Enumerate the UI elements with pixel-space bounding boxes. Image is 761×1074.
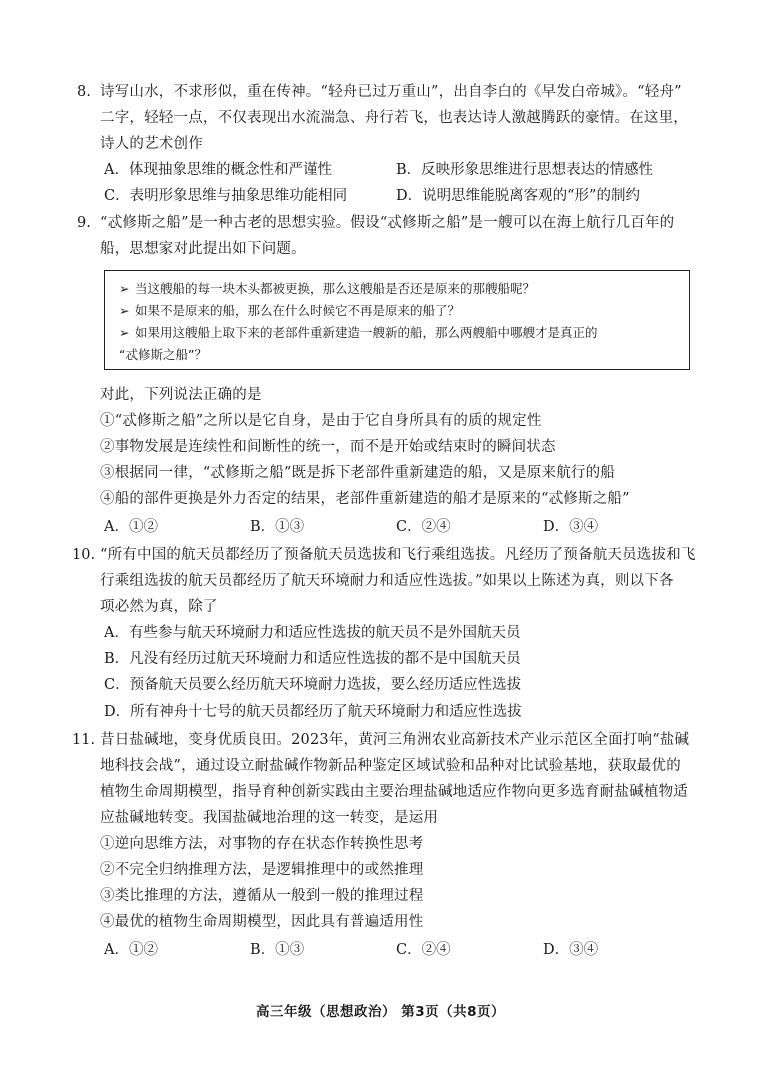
material-box [104, 270, 690, 370]
question-text-line: 昔日盐碱地，变身优质良田。2023年，黄河三角洲农业高新技术产业示范区全面打响“盐碱 [100, 732, 690, 748]
option-c: C．预备航天员要么经历航天环境耐力选拔，要么经历适应性选拔 [104, 677, 522, 693]
question-number: 9. [77, 215, 91, 231]
option-a: A．有些参与航天环境耐力和适应性选拔的航天员不是外国航天员 [104, 625, 521, 641]
arrow-bullet-icon: ➢ [119, 325, 130, 340]
box-line: ➢ 如果不是原来的船，那么在什么时候它不再是原来的船了？ [119, 303, 461, 318]
option-d: D．③④ [543, 942, 599, 958]
question-number: 8. [77, 84, 91, 100]
question-text-line: 诗写山水，不求形似，重在传神。“轻舟已过万重山”，出自李白的《早发白帝城》。“轻舟” [100, 84, 682, 100]
question-text-line: “所有中国的航天员都经历了预备航天员选拔和飞行乘组选拔。凡经历了预备航天员选拔和飞 [100, 547, 696, 563]
option-c: C．表明形象思维与抽象思维功能相同 [104, 188, 348, 204]
box-line: ➢ 当这艘船的每一块木头都被更换，那么这艘船是否还是原来的那艘船呢？ [119, 281, 536, 296]
arrow-bullet-icon: ➢ [119, 303, 130, 318]
question-number: 11. [72, 732, 96, 748]
arrow-bullet-icon: ➢ [119, 281, 130, 296]
option-a: A．①② [104, 519, 158, 535]
option-b: B．①③ [250, 942, 305, 958]
question-text-line: 诗人的艺术创作 [100, 136, 203, 152]
statement-item: ④最优的植物生命周期模型，因此具有普遍适用性 [100, 914, 424, 930]
question-text-line: 二字，轻轻一点，不仅表现出水流湍急、舟行若飞，也表达诗人激越腾跃的豪情。在这里， [100, 110, 688, 126]
option-b: B．凡没有经历过航天环境耐力和适应性选拔的都不是中国航天员 [104, 651, 521, 667]
option-b: B．①③ [250, 519, 305, 535]
option-d: D．说明思维能脱离客观的“形”的制约 [396, 188, 640, 204]
question-text-line: “忒修斯之船”是一种古老的思想实验。假设“忒修斯之船”是一艘可以在海上航行几百年的 [100, 215, 675, 231]
statement-item: ③类比推理的方法，遵循从一般到一般的推理过程 [100, 888, 424, 904]
option-c: C．②④ [396, 519, 451, 535]
question-text-line: 船，思想家对此提出如下问题。 [100, 241, 306, 257]
question-text-line: 地科技会战”，通过设立耐盐碱作物新品种鉴定区域试验和品种对比试验基地，获取最优的 [100, 758, 681, 774]
option-a: A．体现抽象思维的概念性和严谨性 [104, 162, 332, 178]
box-line: “忒修斯之船”？ [119, 347, 207, 362]
box-line: ➢ 如果用这艘船上取下来的老部件重新建造一艘新的船，那么两艘船中哪艘才是真正的 [119, 325, 598, 340]
option-a: A．①② [104, 942, 158, 958]
question-text-line: 行乘组选拔的航天员都经历了航天环境耐力和适应性选拔。”如果以上陈述为真，则以下各 [100, 573, 674, 589]
statement-item: ①“忒修斯之船”之所以是它自身，是由于它自身所具有的质的规定性 [100, 413, 542, 429]
page-footer: 高三年级（思想政治） 第3页（共8页） [256, 1004, 505, 1020]
question-number: 10. [72, 547, 96, 563]
option-d: D．所有神舟十七号的航天员都经历了航天环境耐力和适应性选拔 [104, 704, 522, 720]
question-text-line: 植物生命周期模型，指导育种创新实践由主要治理盐碱地适应作物向更多选育耐盐碱植物适 [100, 784, 688, 800]
statement-item: ②不完全归纳推理方法，是逻辑推理中的或然推理 [100, 862, 424, 878]
option-b: B．反映形象思维进行思想表达的情感性 [396, 162, 654, 178]
question-text-line: 应盐碱地转变。我国盐碱地治理的这一转变，是运用 [100, 810, 439, 826]
question-stem: 对此，下列说法正确的是 [100, 387, 262, 403]
statement-item: ①逆向思维方法，对事物的存在状态作转换性思考 [100, 836, 424, 852]
option-d: D．③④ [543, 519, 599, 535]
statement-item: ②事物发展是连续性和间断性的统一，而不是开始或结束时的瞬间状态 [100, 439, 556, 455]
question-text-line: 项必然为真，除了 [100, 599, 218, 615]
option-c: C．②④ [396, 942, 451, 958]
statement-item: ③根据同一律，“忒修斯之船”既是拆下老部件重新建造的船，又是原来航行的船 [100, 465, 616, 481]
statement-item: ④船的部件更换是外力否定的结果，老部件重新建造的船才是原来的“忒修斯之船” [100, 491, 630, 507]
